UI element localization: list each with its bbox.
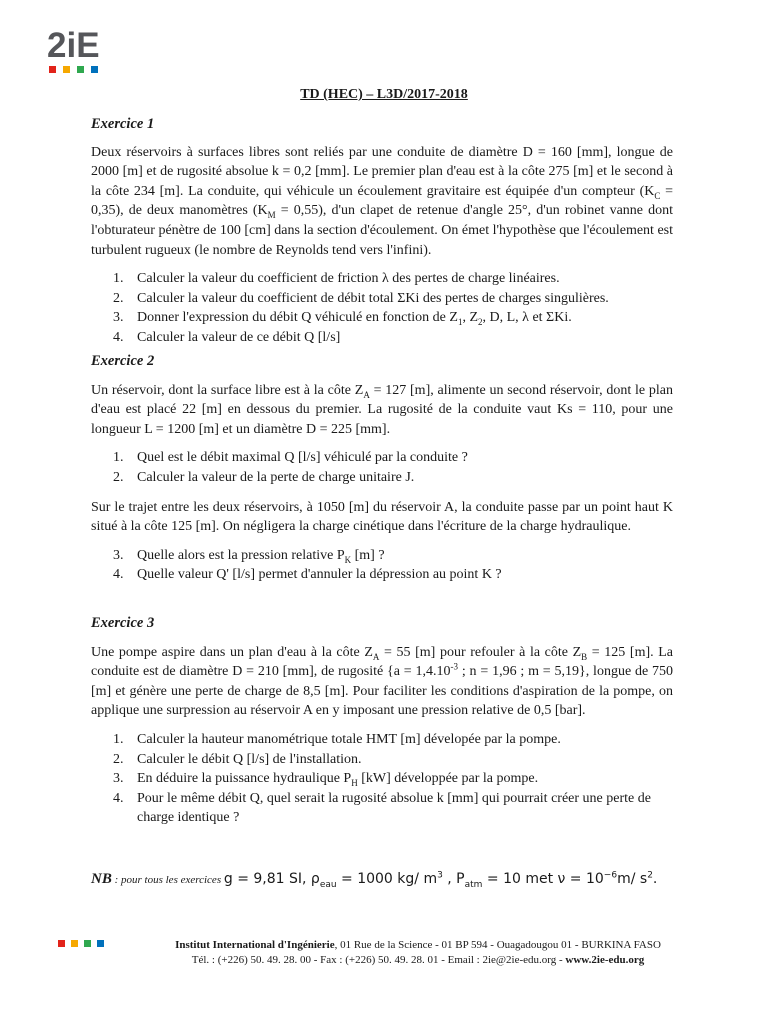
item-text: Calculer le débit Q [l/s] de l'installation. — [137, 751, 362, 767]
item-number: 4. — [113, 329, 124, 345]
subscript: A — [363, 389, 370, 400]
item-number: 3. — [113, 771, 124, 787]
item-text — [137, 769, 673, 789]
exercise-2-title: Exercice 2 — [91, 353, 155, 369]
item-number: 1. — [113, 271, 124, 287]
logo-dots — [49, 66, 100, 73]
item-text: Quel est le débit maximal Q [l/s] véhiculé par la conduite ? — [137, 450, 468, 466]
list-item — [91, 448, 673, 468]
text-run: . — [652, 871, 658, 887]
exercise-1 — [91, 115, 673, 348]
text-run: [m] ? — [351, 547, 385, 563]
logo-dot — [49, 66, 56, 73]
text-run: = 1000 kg/ m — [336, 871, 438, 887]
list-item — [91, 769, 673, 789]
logo-dot — [91, 66, 98, 73]
item-number: 3. — [113, 310, 124, 326]
subscript: eau — [319, 879, 337, 890]
list-item — [91, 328, 673, 348]
list-item — [91, 269, 673, 289]
footer-contact — [128, 953, 708, 968]
text-run: Un réservoir, dont la surface libre est à la côte Z — [91, 382, 364, 398]
exercise-2-questions-a — [91, 448, 673, 487]
superscript: 2 — [647, 870, 653, 881]
text-run: Donner l'expression du débit Q véhiculé en fonction de Z — [137, 310, 458, 326]
item-text: Calculer la valeur de ce débit Q [l/s] — [137, 329, 341, 345]
nb-intro: : pour tous les exercices — [111, 874, 224, 886]
item-text: Pour le même débit Q, quel serait la rugosité absolue k [mm] qui pourrait créer une perte de charge identique ? — [137, 790, 651, 826]
subscript: A — [372, 651, 380, 662]
nb-label: NB — [91, 871, 112, 887]
footer — [128, 938, 708, 968]
subscript: atm — [464, 879, 483, 890]
exercise-3 — [91, 614, 673, 828]
item-number: 2. — [113, 751, 124, 767]
text-run: Quelle alors est la pression relative P — [137, 547, 345, 563]
footer-dot — [84, 940, 91, 947]
nb-note — [91, 871, 691, 888]
item-text: Calculer la valeur du coefficient de débit total ΣKi des pertes de charges singulières. — [137, 290, 609, 306]
subscript: C — [654, 190, 661, 201]
text-run: m/ s — [617, 871, 648, 887]
footer-dot — [71, 940, 78, 947]
list-item — [91, 289, 673, 309]
list-item — [91, 468, 673, 488]
text-run: , Z — [462, 310, 478, 326]
text-run: , D, L, λ et ΣKi. — [482, 310, 572, 326]
item-text — [137, 308, 673, 328]
text-run: , P — [442, 871, 465, 887]
footer-dots — [58, 940, 104, 947]
document-title: TD (HEC) – L3D/2017-2018 — [300, 87, 468, 102]
footer-dot — [97, 940, 104, 947]
item-text: Calculer la hauteur manométrique totale HMT [m] dévelopée par la pompe. — [137, 731, 561, 747]
subscript: M — [267, 210, 276, 221]
item-number: 4. — [113, 567, 124, 583]
text-run: ; n = 1,96 ; m = 5,19}, longue de 750 [m] et génère une perte de charge de 8,5 [m]. Pour faciliter les conditions d'aspiration de la pompe, on applique une surpression au réservoir A en y imposant une pression relative de 0,5 [bar]. — [91, 664, 674, 719]
item-text: Calculer la valeur de la perte de charge unitaire J. — [137, 469, 415, 485]
nb-constants — [223, 870, 658, 890]
text-run: = 0,55), d'un clapet de retenue d'angle 25°, d'un robinet vanne dont l'obturateur pénètre de 100 [cm] dans la section d'écoulement. On émet l'hypothèse que l'écoulement est turbulent rugueux (le nombre de Reynolds tend vers l'infini). — [91, 203, 673, 258]
exercise-1-statement — [91, 143, 673, 261]
logo-text: 2iE — [47, 26, 100, 65]
superscript: 3 — [437, 870, 443, 881]
text-run: Une pompe aspire dans un plan d'eau à la côte Z — [91, 644, 373, 660]
list-item — [91, 546, 673, 566]
text-run: = 125 [m]. La conduite est de diamètre D = 210 [mm], de rugosité {a = 1,4.10 — [91, 644, 674, 680]
logo — [47, 28, 100, 73]
exercise-3-title: Exercice 3 — [91, 615, 155, 631]
subscript: B — [581, 651, 588, 662]
list-item — [91, 789, 673, 828]
exercise-2-questions-b — [91, 546, 673, 585]
item-number: 4. — [113, 790, 124, 806]
institution-name: Institut International d'Ingénierie — [175, 939, 335, 951]
list-item — [91, 308, 673, 328]
text-run: = 0,35), de deux manomètres (K — [91, 183, 673, 219]
logo-dot — [77, 66, 84, 73]
subscript: 1 — [457, 317, 463, 328]
text-run: Deux réservoirs à surfaces libres sont reliés par une conduite de diamètre D = 160 [mm], longue de 2000 [m] et de rugosité absolue k = 0,2 [mm]. Le premier plan d'eau est à la côte 275 [m] et le second à la côte 234 [m]. La conduite, qui véhicule un écoulement gravitaire est équipée d'un compteur (K — [91, 144, 673, 199]
superscript: -3 — [450, 661, 459, 672]
item-number: 3. — [113, 547, 124, 563]
subscript: H — [351, 777, 358, 788]
item-text — [137, 546, 673, 566]
exercise-2-statement — [91, 381, 673, 440]
text-run: = 127 [m], alimente un second réservoir, dont le plan d'eau est placé 22 [m] en dessous du premier. La rugosité de la conduite vaut Ks = 110, pour une longueur L = 1200 [m] et un diamètre D = 225 [mm]. — [91, 382, 673, 437]
logo-dot — [63, 66, 70, 73]
exercise-2-statement-2: Sur le trajet entre les deux réservoirs, à 1050 [m] du réservoir A, la conduite passe par un point haut K situé à la côte 125 [m]. On négligera la charge cinétique dans l'écriture de la charge hydraulique. — [91, 499, 673, 535]
footer-address — [128, 938, 708, 953]
text-run: [kW] développée par la pompe. — [357, 771, 539, 787]
exercise-1-title: Exercice 1 — [91, 116, 155, 132]
item-number: 1. — [113, 731, 124, 747]
text-run: En déduire la puissance hydraulique P — [137, 771, 352, 787]
footer-dot — [58, 940, 65, 947]
text-run: ρ — [306, 871, 320, 887]
text-run: = 55 [m] pour refouler à la côte Z — [379, 644, 582, 660]
website-link[interactable]: www.2ie-edu.org — [565, 954, 645, 966]
text-run: = 10 met ν = 10 — [482, 871, 604, 887]
text-run: g = 9,81 SI, — [223, 871, 307, 887]
item-text: Quelle valeur Q' [l/s] permet d'annuler la dépression au point K ? — [137, 567, 502, 583]
address-text: , 01 Rue de la Science - 01 BP 594 - Ouagadougou 01 - BURKINA FASO — [334, 939, 661, 951]
item-number: 2. — [113, 469, 124, 485]
item-text: Calculer la valeur du coefficient de friction λ des pertes de charge linéaires. — [137, 271, 560, 287]
list-item — [91, 730, 673, 750]
list-item — [91, 750, 673, 770]
exercise-3-questions — [91, 730, 673, 828]
item-number: 1. — [113, 450, 124, 466]
contact-text: Tél. : (+226) 50. 49. 28. 00 - Fax : (+226) 50. 49. 28. 01 - Email : 2ie@2ie-edu.org - — [191, 954, 566, 966]
exercise-1-questions — [91, 269, 673, 347]
subscript: K — [344, 554, 352, 565]
list-item — [91, 565, 673, 585]
superscript: −6 — [603, 870, 618, 881]
exercise-3-statement — [91, 643, 673, 721]
subscript: 2 — [478, 317, 483, 328]
exercise-2 — [91, 352, 673, 585]
item-number: 2. — [113, 290, 124, 306]
